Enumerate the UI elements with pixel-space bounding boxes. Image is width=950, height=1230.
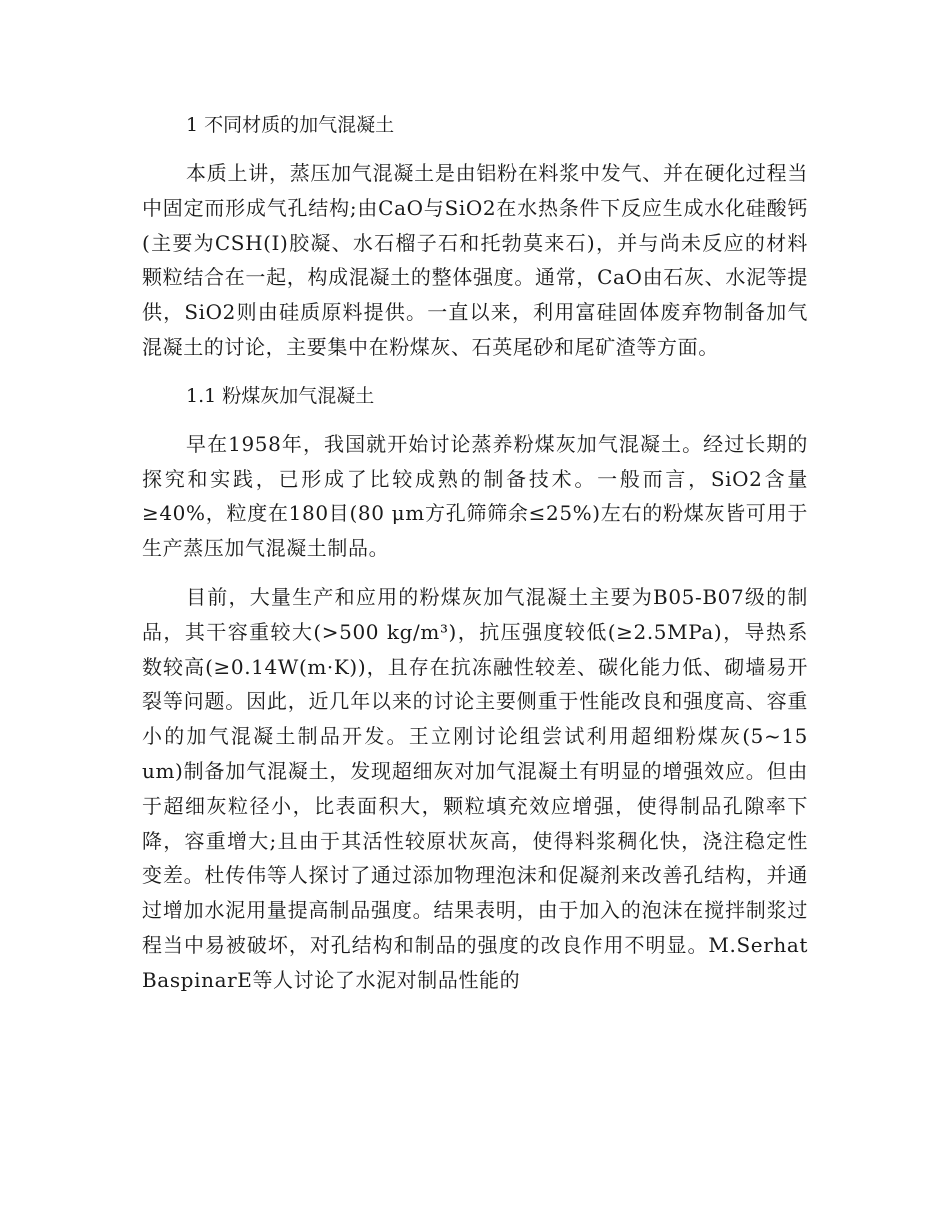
paragraph-flyash-research: 目前，大量生产和应用的粉煤灰加气混凝土主要为B05-B07级的制品，其干容重较大(>500 kg/m³)，抗压强度较低(≥2.5MPa)，导热系数较高(≥0.14W(m·K))，且存在抗冻融性较差、碳化能力低、砌墙易开裂等问题。因此，近几年以来的讨论主要侧重于性能改良和强度高、容重小的加气混凝土制品开发。王立刚讨论组尝试利用超细粉煤灰(5~15 um)制备加气混凝土，发现超细灰对加气混凝土有明显的增强效应。但由于超细灰粒径小，比表面积大，颗粒填充效应增强，使得制品孔隙率下降，容重增大;且由于其活性较原状灰高，使得料浆稠化快，浇注稳定性变差。杜传伟等人探讨了通过添加物理泡沫和促凝剂来改善孔结构，并通过增加水泥用量提高制品强度。结果表明，由于加入的泡沫在搅拌制浆过程当中易被破坏，对孔结构和制品的强度的改良作用不明显。M.Serhat BaspinarE等人讨论了水泥对制品性能的 — [142, 584, 808, 992]
paragraph-flyash-history: 早在1958年，我国就开始讨论蒸养粉煤灰加气混凝土。经过长期的探究和实践，已形成了比较成熟的制备技术。一般而言，SiO2含量≥40%，粒度在180目(80 μm方孔筛筛余≤25%)左右的粉煤灰皆可用于生产蒸压加气混凝土制品。 — [142, 431, 808, 561]
document-page — [142, 108, 808, 1012]
section-heading-1: 1 不同材质的加气混凝土 — [186, 114, 395, 136]
section-heading-1-1: 1.1 粉煤灰加气混凝土 — [186, 384, 375, 407]
paragraph-aac-principle: 本质上讲，蒸压加气混凝土是由铝粉在料浆中发气、并在硬化过程当中固定而形成气孔结构;由CaO与SiO2在水热条件下反应生成水化硅酸钙(主要为CSH(I)胶凝、水石榴子石和托勃莫来石)，并与尚未反应的材料颗粒结合在一起，构成混凝土的整体强度。通常，CaO由石灰、水泥等提供，SiO2则由硅质原料提供。一直以来，利用富硅固体废弃物制备加气混凝土的讨论，主要集中在粉煤灰、石英尾砂和尾矿渣等方面。 — [142, 161, 808, 359]
